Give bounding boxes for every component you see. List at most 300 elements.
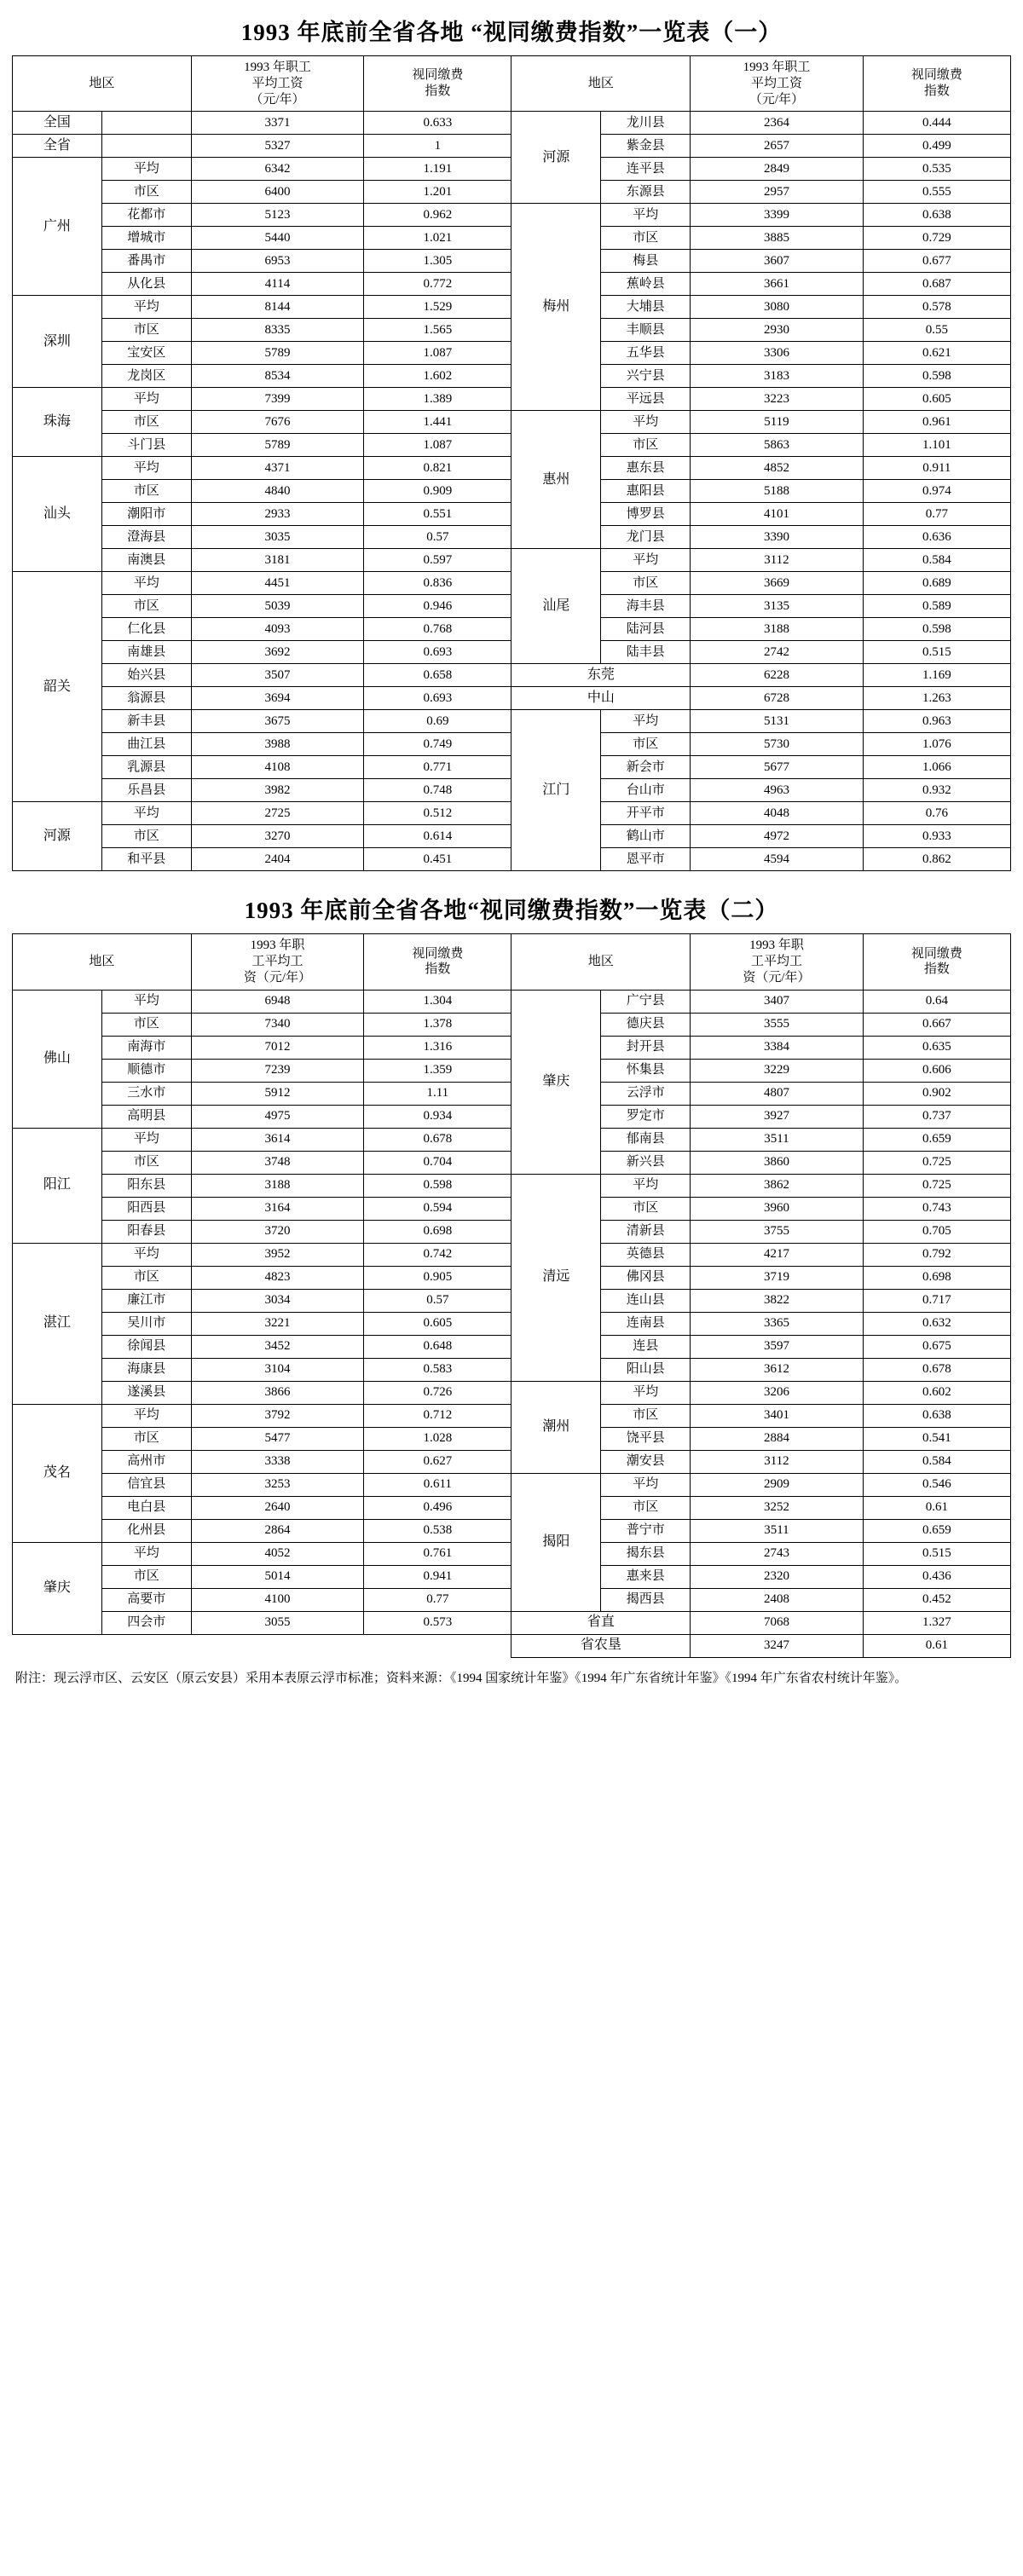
index-cell: 1.201 (364, 181, 512, 204)
wage-cell: 3822 (691, 1289, 863, 1312)
wage-cell: 5188 (691, 480, 863, 503)
index-cell: 0.902 (863, 1082, 1010, 1105)
index-cell: 0.737 (863, 1105, 1010, 1128)
index-cell: 0.712 (364, 1404, 512, 1427)
subregion-cell: 始兴县 (101, 664, 191, 687)
subregion-cell: 平均 (101, 1542, 191, 1565)
region-cell: 清远 (512, 1174, 601, 1381)
wage-cell: 2957 (691, 181, 863, 204)
index-cell: 0.64 (863, 990, 1010, 1013)
table-1-header-row (13, 56, 1011, 112)
subregion-cell: 澄海县 (101, 526, 191, 549)
index-cell: 0.705 (863, 1220, 1010, 1243)
wage-cell: 2725 (191, 802, 363, 825)
wage-cell: 5789 (191, 342, 363, 365)
index-cell: 0.962 (364, 204, 512, 227)
header-wage-line1: 1993 年职工 (244, 61, 311, 74)
table-row (13, 1381, 1011, 1404)
wage-cell: 3306 (691, 342, 863, 365)
wage-cell: 3927 (691, 1105, 863, 1128)
wage-cell: 3719 (691, 1266, 863, 1289)
subregion-cell: 龙川县 (601, 112, 691, 135)
subregion-cell: 平均 (101, 802, 191, 825)
wage-cell: 5912 (191, 1082, 363, 1105)
index-cell: 0.693 (364, 687, 512, 710)
subregion-cell: 大埔县 (601, 296, 691, 319)
region-cell: 茂名 (13, 1404, 102, 1542)
index-cell: 0.76 (863, 802, 1010, 825)
index-cell: 1.565 (364, 319, 512, 342)
index-cell: 0.726 (364, 1381, 512, 1404)
table-2-body (13, 990, 1011, 1657)
subregion-cell: 平均 (101, 1128, 191, 1151)
wage-cell: 3597 (691, 1335, 863, 1358)
wage-cell: 3866 (191, 1381, 363, 1404)
region-cell: 湛江 (13, 1243, 102, 1404)
subregion-cell: 市区 (101, 1266, 191, 1289)
subregion-cell: 市区 (101, 1013, 191, 1036)
index-cell: 0.678 (863, 1358, 1010, 1381)
index-cell: 0.444 (863, 112, 1010, 135)
subregion-cell: 市区 (101, 1565, 191, 1588)
index-cell: 1.087 (364, 342, 512, 365)
subregion-cell: 平均 (101, 1404, 191, 1427)
wage-cell: 5014 (191, 1565, 363, 1588)
subregion-cell: 翁源县 (101, 687, 191, 710)
wage-cell: 2364 (691, 112, 863, 135)
index-cell: 0.761 (364, 1542, 512, 1565)
wage-cell: 4823 (191, 1266, 363, 1289)
index-cell: 0.725 (863, 1151, 1010, 1174)
wage-cell: 4972 (691, 825, 863, 848)
section-spacer (12, 871, 1011, 887)
wage-cell: 4100 (191, 1588, 363, 1611)
subregion-cell: 平均 (101, 1243, 191, 1266)
wage-cell: 3371 (191, 112, 363, 135)
index-cell: 0.573 (364, 1611, 512, 1634)
wage-cell: 6953 (191, 250, 363, 273)
subregion-cell: 斗门县 (101, 434, 191, 457)
index-cell: 0.598 (863, 618, 1010, 641)
subregion-cell: 市区 (601, 434, 691, 457)
subregion-cell: 连县 (601, 1335, 691, 1358)
region-cell: 省农垦 (512, 1634, 691, 1657)
index-cell: 0.555 (863, 181, 1010, 204)
wage-cell: 3885 (691, 227, 863, 250)
subregion-cell: 三水市 (101, 1082, 191, 1105)
table-row (13, 549, 1011, 572)
wage-cell: 3694 (191, 687, 363, 710)
wage-cell: 2743 (691, 1542, 863, 1565)
header-wage-right (691, 56, 863, 112)
subregion-cell: 市区 (101, 595, 191, 618)
index-cell: 1.101 (863, 434, 1010, 457)
subregion-cell: 化州县 (101, 1519, 191, 1542)
index-cell: 0.605 (364, 1312, 512, 1335)
wage-cell: 2884 (691, 1427, 863, 1450)
index-cell: 1.263 (863, 687, 1010, 710)
table-2-head (13, 934, 1011, 990)
index-cell: 0.704 (364, 1151, 512, 1174)
index-cell: 0.689 (863, 572, 1010, 595)
index-cell: 1.441 (364, 411, 512, 434)
wage-cell: 3399 (691, 204, 863, 227)
subregion-cell: 和平县 (101, 848, 191, 871)
subregion-cell: 兴宁县 (601, 365, 691, 388)
subregion-cell (101, 135, 191, 158)
index-cell: 0.687 (863, 273, 1010, 296)
subregion-cell: 佛冈县 (601, 1266, 691, 1289)
index-cell: 0.771 (364, 756, 512, 779)
subregion-cell: 惠东县 (601, 457, 691, 480)
index-cell: 0.61 (863, 1634, 1010, 1657)
index-cell: 0.743 (863, 1197, 1010, 1220)
wage-cell: 3607 (691, 250, 863, 273)
index-cell: 0.538 (364, 1519, 512, 1542)
wage-cell: 7340 (191, 1013, 363, 1036)
wage-cell: 7239 (191, 1059, 363, 1082)
subregion-cell: 饶平县 (601, 1427, 691, 1450)
index-cell: 0.602 (863, 1381, 1010, 1404)
wage-cell: 7068 (691, 1611, 863, 1634)
subregion-cell: 市区 (101, 1151, 191, 1174)
subregion-cell: 番禺市 (101, 250, 191, 273)
index-cell: 0.77 (863, 503, 1010, 526)
index-cell: 0.725 (863, 1174, 1010, 1197)
index-cell: 0.909 (364, 480, 512, 503)
index-cell: 0.748 (364, 779, 512, 802)
subregion-cell: 龙门县 (601, 526, 691, 549)
header-wage-left (191, 56, 363, 112)
subregion-cell: 阳西县 (101, 1197, 191, 1220)
index-cell: 0.77 (364, 1588, 512, 1611)
header-index-line2: 指数 (923, 84, 950, 99)
index-cell: 0.61 (863, 1496, 1010, 1519)
subregion-cell: 吴川市 (101, 1312, 191, 1335)
wage-cell: 3511 (691, 1128, 863, 1151)
index-cell: 1.316 (364, 1036, 512, 1059)
subregion-cell: 曲江县 (101, 733, 191, 756)
index-cell: 0.499 (863, 135, 1010, 158)
region-cell: 东莞 (512, 664, 691, 687)
header-wage-line3: （元/年） (748, 92, 805, 107)
index-cell: 1.602 (364, 365, 512, 388)
wage-cell: 5730 (691, 733, 863, 756)
region-cell: 韶关 (13, 572, 102, 802)
wage-cell: 3755 (691, 1220, 863, 1243)
index-cell: 0.57 (364, 526, 512, 549)
wage-cell: 2933 (191, 503, 363, 526)
region-cell: 梅州 (512, 204, 601, 411)
subregion-cell: 丰顺县 (601, 319, 691, 342)
header-wage2-line3: 资（元/年） (743, 970, 811, 985)
region-cell: 河源 (512, 112, 601, 204)
wage-cell: 6228 (691, 664, 863, 687)
index-cell: 0.677 (863, 250, 1010, 273)
wage-cell: 2930 (691, 319, 863, 342)
header-wage-line3: （元/年） (250, 92, 305, 107)
wage-cell: 3164 (191, 1197, 363, 1220)
subregion-cell: 徐闻县 (101, 1335, 191, 1358)
subregion-cell: 平均 (601, 411, 691, 434)
wage-cell: 4594 (691, 848, 863, 871)
subregion-cell: 五华县 (601, 342, 691, 365)
subregion-cell: 怀集县 (601, 1059, 691, 1082)
index-cell: 0.436 (863, 1565, 1010, 1588)
subregion-cell: 高明县 (101, 1105, 191, 1128)
header-wage2-line1: 1993 年职 (250, 939, 305, 953)
index-cell: 0.546 (863, 1473, 1010, 1496)
subregion-cell: 新会市 (601, 756, 691, 779)
subregion-cell: 阳东县 (101, 1174, 191, 1197)
subregion-cell: 花都市 (101, 204, 191, 227)
table-1-body (13, 112, 1011, 871)
wage-cell: 7399 (191, 388, 363, 411)
wage-cell: 2849 (691, 158, 863, 181)
wage-cell: 3952 (191, 1243, 363, 1266)
wage-cell: 4048 (691, 802, 863, 825)
subregion-cell: 市区 (601, 1404, 691, 1427)
subregion-cell: 连南县 (601, 1312, 691, 1335)
index-cell: 0.963 (863, 710, 1010, 733)
subregion-cell: 平均 (101, 158, 191, 181)
header-region-left-2: 地区 (13, 934, 192, 990)
wage-cell: 3988 (191, 733, 363, 756)
wage-cell: 3720 (191, 1220, 363, 1243)
wage-cell: 3860 (691, 1151, 863, 1174)
wage-cell: 3452 (191, 1335, 363, 1358)
subregion-cell: 紫金县 (601, 135, 691, 158)
wage-cell: 3384 (691, 1036, 863, 1059)
header-index-line2: 指数 (425, 962, 451, 977)
index-cell: 0.675 (863, 1335, 1010, 1358)
wage-cell: 3247 (691, 1634, 863, 1657)
wage-cell: 4217 (691, 1243, 863, 1266)
index-cell: 1.066 (863, 756, 1010, 779)
region-cell: 揭阳 (512, 1473, 601, 1611)
header-index-line2: 指数 (923, 962, 950, 977)
index-cell: 1.327 (863, 1611, 1010, 1634)
wage-cell: 3035 (191, 526, 363, 549)
subregion-cell: 鹤山市 (601, 825, 691, 848)
subregion-cell: 潮安县 (601, 1450, 691, 1473)
header-index-left (364, 56, 512, 112)
region-cell: 全国 (13, 112, 102, 135)
region-cell: 河源 (13, 802, 102, 871)
index-cell: 0.934 (364, 1105, 512, 1128)
wage-cell: 5327 (191, 135, 363, 158)
wage-cell: 5440 (191, 227, 363, 250)
header-wage-line2: 平均工资 (750, 76, 802, 90)
index-cell: 1.169 (863, 664, 1010, 687)
subregion-cell: 市区 (601, 1197, 691, 1220)
wage-cell: 3982 (191, 779, 363, 802)
table-2-header-row (13, 934, 1011, 990)
table-row (13, 204, 1011, 227)
table-row (13, 664, 1011, 687)
subregion-cell: 梅县 (601, 250, 691, 273)
wage-cell: 3253 (191, 1473, 363, 1496)
header-index-right-2 (863, 934, 1010, 990)
region-cell: 广州 (13, 158, 102, 296)
index-cell: 0.627 (364, 1450, 512, 1473)
wage-cell: 4371 (191, 457, 363, 480)
wage-cell: 3748 (191, 1151, 363, 1174)
index-cell: 0.648 (364, 1335, 512, 1358)
wage-cell: 6400 (191, 181, 363, 204)
subregion-cell: 市区 (101, 319, 191, 342)
subregion-cell: 市区 (601, 572, 691, 595)
wage-cell: 4052 (191, 1542, 363, 1565)
index-cell: 0.821 (364, 457, 512, 480)
wage-cell: 3507 (191, 664, 363, 687)
header-index-line1: 视同缴费 (412, 68, 464, 83)
region-cell: 肇庆 (13, 1542, 102, 1634)
table-row (13, 112, 1011, 135)
subregion-cell: 信宜县 (101, 1473, 191, 1496)
index-cell: 0.515 (863, 1542, 1010, 1565)
subregion-cell: 市区 (601, 1496, 691, 1519)
wage-cell: 4852 (691, 457, 863, 480)
footnote: 附注：现云浮市区、云安区（原云安县）采用本表原云浮市标准；资料来源：《1994 国家统计年鉴》《1994 年广东省统计年鉴》《1994 年广东省农村统计年鉴》。 (15, 1671, 908, 1685)
wage-cell: 3692 (191, 641, 363, 664)
index-cell: 0.578 (863, 296, 1010, 319)
header-wage-line2: 平均工资 (251, 76, 303, 90)
wage-cell: 5039 (191, 595, 363, 618)
index-cell: 0.598 (364, 1174, 512, 1197)
wage-cell: 3112 (691, 1450, 863, 1473)
wage-cell: 3555 (691, 1013, 863, 1036)
index-cell: 0.659 (863, 1519, 1010, 1542)
subregion-cell: 惠阳县 (601, 480, 691, 503)
table-1-head (13, 56, 1011, 112)
wage-cell: 4451 (191, 572, 363, 595)
region-cell: 潮州 (512, 1381, 601, 1473)
subregion-cell: 新丰县 (101, 710, 191, 733)
header-wage-left-2 (191, 934, 363, 990)
header-index-line1: 视同缴费 (910, 68, 962, 83)
index-cell: 0.515 (863, 641, 1010, 664)
header-wage-right-2 (691, 934, 863, 990)
header-index-right (863, 56, 1010, 112)
index-cell: 0.512 (364, 802, 512, 825)
header-index-line1: 视同缴费 (412, 946, 464, 961)
wage-cell: 3407 (691, 990, 863, 1013)
subregion-cell: 东源县 (601, 181, 691, 204)
index-cell: 1.076 (863, 733, 1010, 756)
subregion-cell: 平远县 (601, 388, 691, 411)
index-cell: 0.749 (364, 733, 512, 756)
table-row (13, 1611, 1011, 1634)
table-row (13, 1473, 1011, 1496)
wage-cell: 4114 (191, 273, 363, 296)
subregion-cell: 台山市 (601, 779, 691, 802)
subregion-cell: 乳源县 (101, 756, 191, 779)
wage-cell: 3188 (691, 618, 863, 641)
wage-cell: 5131 (691, 710, 863, 733)
subregion-cell: 电白县 (101, 1496, 191, 1519)
subregion-cell: 陆河县 (601, 618, 691, 641)
wage-cell: 6728 (691, 687, 863, 710)
subregion-cell: 市区 (101, 181, 191, 204)
index-cell: 1.11 (364, 1082, 512, 1105)
subregion-cell: 罗定市 (601, 1105, 691, 1128)
subregion-cell: 揭西县 (601, 1588, 691, 1611)
header-wage2-line1: 1993 年职 (749, 939, 804, 953)
index-cell: 0.69 (364, 710, 512, 733)
region-cell: 深圳 (13, 296, 102, 388)
index-cell: 0.55 (863, 319, 1010, 342)
wage-cell: 8144 (191, 296, 363, 319)
region-cell: 佛山 (13, 990, 102, 1128)
header-wage2-line3: 资（元/年） (243, 970, 312, 985)
header-region-right-2: 地区 (512, 934, 691, 990)
subregion-cell: 廉江市 (101, 1289, 191, 1312)
wage-cell: 2864 (191, 1519, 363, 1542)
index-cell: 0.57 (364, 1289, 512, 1312)
table-row (13, 1174, 1011, 1197)
table-part-2 (12, 933, 1011, 1657)
subregion-cell: 南海市 (101, 1036, 191, 1059)
index-cell: 0.583 (364, 1358, 512, 1381)
wage-cell: 3206 (691, 1381, 863, 1404)
wage-cell: 3112 (691, 549, 863, 572)
wage-cell: 3338 (191, 1450, 363, 1473)
page-title-2: 1993 年底前全省各地“视同缴费指数”一览表（二） (244, 898, 779, 924)
index-cell: 0.594 (364, 1197, 512, 1220)
subregion-cell: 平均 (601, 1174, 691, 1197)
wage-cell: 3252 (691, 1496, 863, 1519)
subregion-cell: 平均 (601, 204, 691, 227)
region-cell: 汕尾 (512, 549, 601, 664)
index-cell: 0.698 (364, 1220, 512, 1243)
subregion-cell: 市区 (101, 825, 191, 848)
subregion-cell: 海康县 (101, 1358, 191, 1381)
index-cell: 0.974 (863, 480, 1010, 503)
table-row (13, 990, 1011, 1013)
index-cell: 0.584 (863, 1450, 1010, 1473)
subregion-cell: 平均 (101, 572, 191, 595)
index-cell: 1.359 (364, 1059, 512, 1082)
wage-cell: 2404 (191, 848, 363, 871)
index-cell: 0.551 (364, 503, 512, 526)
header-index-line2: 指数 (425, 84, 451, 99)
region-cell: 省直 (512, 1611, 691, 1634)
wage-cell: 3862 (691, 1174, 863, 1197)
wage-cell: 2640 (191, 1496, 363, 1519)
subregion-cell: 惠来县 (601, 1565, 691, 1588)
region-cell: 汕头 (13, 457, 102, 572)
subregion-cell: 平均 (101, 296, 191, 319)
wage-cell: 5123 (191, 204, 363, 227)
subregion-cell: 博罗县 (601, 503, 691, 526)
index-cell: 0.496 (364, 1496, 512, 1519)
index-cell: 1.305 (364, 250, 512, 273)
wage-cell: 3614 (191, 1128, 363, 1151)
subregion-cell: 遂溪县 (101, 1381, 191, 1404)
index-cell: 0.611 (364, 1473, 512, 1496)
index-cell: 0.933 (863, 825, 1010, 848)
index-cell: 1.191 (364, 158, 512, 181)
wage-cell: 3034 (191, 1289, 363, 1312)
subregion-cell: 海丰县 (601, 595, 691, 618)
subregion-cell: 高州市 (101, 1450, 191, 1473)
index-cell: 0.941 (364, 1565, 512, 1588)
subregion-cell: 平均 (601, 1381, 691, 1404)
index-cell: 0.633 (364, 112, 512, 135)
subregion-cell: 潮阳市 (101, 503, 191, 526)
subregion-cell: 宝安区 (101, 342, 191, 365)
